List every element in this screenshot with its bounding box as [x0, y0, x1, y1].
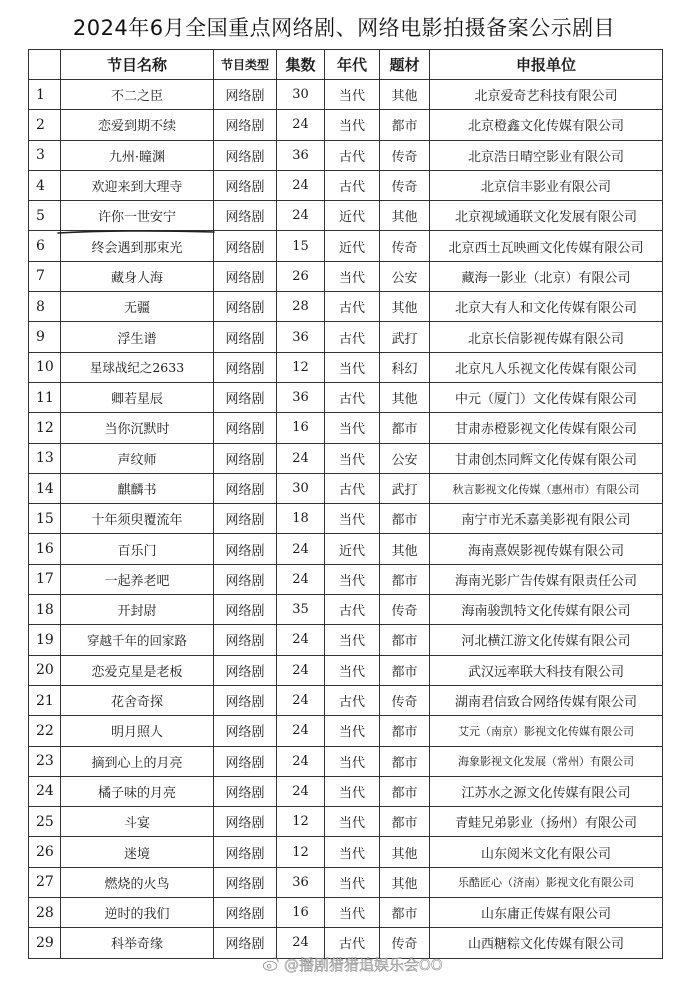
row-number-cell: 10: [29, 352, 61, 382]
applicant-unit-cell: 海象影视文化发展（常州）有限公司: [430, 746, 663, 776]
table-body: [29, 80, 663, 959]
theme-cell: 都市: [380, 110, 430, 140]
applicant-unit-cell: 南宁市光禾嘉美影视有限公司: [430, 504, 663, 534]
episode-count-cell: 24: [277, 110, 325, 140]
episode-count-cell: 36: [277, 382, 325, 412]
program-type-cell: 网络剧: [214, 322, 277, 352]
table-row: [29, 443, 663, 473]
program-type-cell: 网络剧: [214, 473, 277, 503]
header-type: 节目类型: [214, 50, 277, 80]
theme-cell: 其他: [380, 837, 430, 867]
row-number-cell: 12: [29, 413, 61, 443]
episode-count-cell: 36: [277, 140, 325, 170]
table-row: [29, 413, 663, 443]
theme-cell: 都市: [380, 504, 430, 534]
row-number-cell: 13: [29, 443, 61, 473]
header-name: 节目名称: [61, 50, 214, 80]
applicant-unit-cell: 北京橙鑫文化传媒有限公司: [430, 110, 663, 140]
program-type-cell: 网络剧: [214, 776, 277, 806]
episode-count-cell: 26: [277, 261, 325, 291]
era-cell: 当代: [325, 837, 380, 867]
program-name-cell: 卿若星辰: [61, 382, 214, 412]
era-cell: 近代: [325, 201, 380, 231]
row-number-cell: 24: [29, 776, 61, 806]
theme-cell: 传奇: [380, 140, 430, 170]
row-number-cell: 22: [29, 716, 61, 746]
era-cell: 古代: [325, 170, 380, 200]
program-name-cell: 浮生谱: [61, 322, 214, 352]
table-row: [29, 685, 663, 715]
era-cell: 近代: [325, 534, 380, 564]
program-type-cell: 网络剧: [214, 504, 277, 534]
row-number-cell: 28: [29, 898, 61, 928]
episode-count-cell: 24: [277, 201, 325, 231]
row-number-cell: 29: [29, 928, 61, 958]
row-number-cell: 3: [29, 140, 61, 170]
era-cell: 当代: [325, 443, 380, 473]
program-type-cell: 网络剧: [214, 595, 277, 625]
applicant-unit-cell: 武汉远率联大科技有限公司: [430, 655, 663, 685]
era-cell: 古代: [325, 382, 380, 412]
program-name-cell: 橘子味的月亮: [61, 776, 214, 806]
row-number-cell: 27: [29, 867, 61, 897]
program-name-cell: 麒麟书: [61, 473, 214, 503]
weibo-icon: [262, 955, 280, 973]
applicant-unit-cell: 海南光影广告传媒有限责任公司: [430, 564, 663, 594]
program-name-cell: 明月照人: [61, 716, 214, 746]
applicant-unit-cell: 海南熹娱影视传媒有限公司: [430, 534, 663, 564]
theme-cell: 其他: [380, 534, 430, 564]
table-header-row: [29, 50, 663, 80]
applicant-unit-cell: 甘肃创杰同辉文化传媒有限公司: [430, 443, 663, 473]
table-row: [29, 776, 663, 806]
episode-count-cell: 24: [277, 443, 325, 473]
program-type-cell: 网络剧: [214, 837, 277, 867]
applicant-unit-cell: 艾元（南京）影视文化传媒有限公司: [430, 716, 663, 746]
table-row: [29, 231, 663, 261]
table-row: [29, 504, 663, 534]
episode-count-cell: 24: [277, 776, 325, 806]
row-number-cell: 25: [29, 807, 61, 837]
program-type-cell: 网络剧: [214, 928, 277, 958]
program-type-cell: 网络剧: [214, 867, 277, 897]
episode-count-cell: 36: [277, 867, 325, 897]
theme-cell: 传奇: [380, 595, 430, 625]
program-name-cell: 终会遇到那束光: [61, 231, 214, 261]
theme-cell: 其他: [380, 201, 430, 231]
program-name-cell: 藏身人海: [61, 261, 214, 291]
row-number-cell: 4: [29, 170, 61, 200]
row-number-cell: 15: [29, 504, 61, 534]
program-type-cell: 网络剧: [214, 655, 277, 685]
row-number-cell: 23: [29, 746, 61, 776]
program-name-cell: 无疆: [61, 292, 214, 322]
episode-count-cell: 24: [277, 534, 325, 564]
table-row: [29, 292, 663, 322]
program-type-cell: 网络剧: [214, 564, 277, 594]
table-row: [29, 655, 663, 685]
row-number-cell: 19: [29, 625, 61, 655]
theme-cell: 都市: [380, 746, 430, 776]
program-name-cell: 十年须臾覆流年: [61, 504, 214, 534]
program-name-cell: 燃烧的火鸟: [61, 867, 214, 897]
era-cell: 当代: [325, 261, 380, 291]
row-number-cell: 11: [29, 382, 61, 412]
applicant-unit-cell: 甘肃赤橙影视文化传媒有限公司: [430, 413, 663, 443]
table-row: [29, 716, 663, 746]
era-cell: 近代: [325, 231, 380, 261]
applicant-unit-cell: 北京西土瓦映画文化传媒有限公司: [430, 231, 663, 261]
applicant-unit-cell: 乐酷匠心（济南）影视文化有限公司: [430, 867, 663, 897]
table-row: [29, 564, 663, 594]
era-cell: 古代: [325, 292, 380, 322]
theme-cell: 传奇: [380, 685, 430, 715]
row-number-cell: 20: [29, 655, 61, 685]
table-row: [29, 140, 663, 170]
theme-cell: 其他: [380, 382, 430, 412]
episode-count-cell: 28: [277, 292, 325, 322]
program-type-cell: 网络剧: [214, 716, 277, 746]
program-type-cell: 网络剧: [214, 261, 277, 291]
applicant-unit-cell: 山东庸正传媒有限公司: [430, 898, 663, 928]
program-type-cell: 网络剧: [214, 292, 277, 322]
program-type-cell: 网络剧: [214, 685, 277, 715]
row-number-cell: 14: [29, 473, 61, 503]
program-name-cell: 一起养老吧: [61, 564, 214, 594]
table-row: [29, 170, 663, 200]
theme-cell: 科幻: [380, 352, 430, 382]
applicant-unit-cell: 河北横江游文化传媒有限公司: [430, 625, 663, 655]
theme-cell: 武打: [380, 473, 430, 503]
header-no: [29, 50, 61, 80]
table-row: [29, 534, 663, 564]
table-row: [29, 746, 663, 776]
era-cell: 当代: [325, 625, 380, 655]
era-cell: 古代: [325, 140, 380, 170]
applicant-unit-cell: 北京视域通联文化发展有限公司: [430, 201, 663, 231]
document-title: 2024年6月全国重点网络剧、网络电影拍摄备案公示剧目: [72, 16, 616, 40]
theme-cell: 其他: [380, 292, 430, 322]
applicant-unit-cell: 湖南君信致合网络传媒有限公司: [430, 685, 663, 715]
program-name-cell: 星球战纪之2633: [61, 352, 214, 382]
program-type-cell: 网络剧: [214, 898, 277, 928]
era-cell: 当代: [325, 867, 380, 897]
table-row: [29, 867, 663, 897]
theme-cell: 都市: [380, 898, 430, 928]
row-number-cell: 18: [29, 595, 61, 625]
program-name-cell: 百乐门: [61, 534, 214, 564]
header-era: 年代: [325, 50, 380, 80]
table-row: [29, 898, 663, 928]
episode-count-cell: 24: [277, 685, 325, 715]
table-row: [29, 352, 663, 382]
program-type-cell: 网络剧: [214, 140, 277, 170]
era-cell: 当代: [325, 413, 380, 443]
filing-table: [28, 49, 663, 959]
era-cell: 当代: [325, 655, 380, 685]
applicant-unit-cell: 北京凡人乐视文化传媒有限公司: [430, 352, 663, 382]
applicant-unit-cell: 山东阅米文化有限公司: [430, 837, 663, 867]
table-row: [29, 110, 663, 140]
program-name-cell: 科举奇缘: [61, 928, 214, 958]
row-number-cell: 1: [29, 80, 61, 110]
table-row: [29, 80, 663, 110]
episode-count-cell: 24: [277, 928, 325, 958]
applicant-unit-cell: 海南骏凯特文化传媒有限公司: [430, 595, 663, 625]
applicant-unit-cell: 北京浩日晴空影业有限公司: [430, 140, 663, 170]
program-type-cell: 网络剧: [214, 746, 277, 776]
program-name-cell: 欢迎来到大理寺: [61, 170, 214, 200]
program-name-cell: 不二之臣: [61, 80, 214, 110]
era-cell: 古代: [325, 595, 380, 625]
program-type-cell: 网络剧: [214, 80, 277, 110]
table-row: [29, 807, 663, 837]
theme-cell: 都市: [380, 776, 430, 806]
program-name-cell: 花舍奇探: [61, 685, 214, 715]
episode-count-cell: 24: [277, 170, 325, 200]
episode-count-cell: 24: [277, 716, 325, 746]
era-cell: 古代: [325, 928, 380, 958]
theme-cell: 公安: [380, 261, 430, 291]
row-number-cell: 5: [29, 201, 61, 231]
row-number-cell: 17: [29, 564, 61, 594]
episode-count-cell: 16: [277, 898, 325, 928]
episode-count-cell: 24: [277, 625, 325, 655]
era-cell: 古代: [325, 322, 380, 352]
episode-count-cell: 24: [277, 746, 325, 776]
header-unit: 申报单位: [430, 50, 663, 80]
table-row: [29, 382, 663, 412]
watermark-text: @播剧猎猎追娱乐会OO: [284, 955, 443, 974]
applicant-unit-cell: 青蛙兄弟影业（扬州）有限公司: [430, 807, 663, 837]
row-number-cell: 9: [29, 322, 61, 352]
theme-cell: 传奇: [380, 928, 430, 958]
episode-count-cell: 12: [277, 352, 325, 382]
header-episodes: 集数: [277, 50, 325, 80]
applicant-unit-cell: 秋言影视文化传媒（惠州市）有限公司: [430, 473, 663, 503]
episode-count-cell: 24: [277, 564, 325, 594]
program-type-cell: 网络剧: [214, 534, 277, 564]
program-type-cell: 网络剧: [214, 807, 277, 837]
table-row: [29, 201, 663, 231]
era-cell: 当代: [325, 716, 380, 746]
era-cell: 当代: [325, 746, 380, 776]
program-name-cell: 逆时的我们: [61, 898, 214, 928]
program-name-cell: 迷境: [61, 837, 214, 867]
table-row: [29, 837, 663, 867]
row-number-cell: 21: [29, 685, 61, 715]
program-name-cell: 摘到心上的月亮: [61, 746, 214, 776]
table-row: [29, 473, 663, 503]
applicant-unit-cell: 中元（厦门）文化传媒有限公司: [430, 382, 663, 412]
era-cell: 古代: [325, 685, 380, 715]
theme-cell: 武打: [380, 322, 430, 352]
program-type-cell: 网络剧: [214, 413, 277, 443]
applicant-unit-cell: 藏海一影业（北京）有限公司: [430, 261, 663, 291]
episode-count-cell: 30: [277, 80, 325, 110]
era-cell: 古代: [325, 473, 380, 503]
episode-count-cell: 15: [277, 231, 325, 261]
program-name-cell: 当你沉默时: [61, 413, 214, 443]
episode-count-cell: 18: [277, 504, 325, 534]
episode-count-cell: 24: [277, 655, 325, 685]
program-name-cell: 许你一世安宁: [61, 201, 214, 231]
program-name-cell: 九州·瞳渊: [61, 140, 214, 170]
episode-count-cell: 30: [277, 473, 325, 503]
table-row: [29, 595, 663, 625]
program-name-cell: 声纹师: [61, 443, 214, 473]
program-type-cell: 网络剧: [214, 625, 277, 655]
theme-cell: 传奇: [380, 170, 430, 200]
episode-count-cell: 36: [277, 322, 325, 352]
theme-cell: 都市: [380, 655, 430, 685]
program-type-cell: 网络剧: [214, 382, 277, 412]
era-cell: 当代: [325, 776, 380, 806]
row-number-cell: 6: [29, 231, 61, 261]
theme-cell: 其他: [380, 80, 430, 110]
applicant-unit-cell: 北京爱奇艺科技有限公司: [430, 80, 663, 110]
program-type-cell: 网络剧: [214, 231, 277, 261]
row-number-cell: 7: [29, 261, 61, 291]
theme-cell: 都市: [380, 625, 430, 655]
program-type-cell: 网络剧: [214, 201, 277, 231]
theme-cell: 其他: [380, 867, 430, 897]
theme-cell: 传奇: [380, 231, 430, 261]
theme-cell: 都市: [380, 564, 430, 594]
program-type-cell: 网络剧: [214, 352, 277, 382]
row-number-cell: 16: [29, 534, 61, 564]
program-name-cell: 恋爱到期不续: [61, 110, 214, 140]
theme-cell: 公安: [380, 443, 430, 473]
program-type-cell: 网络剧: [214, 443, 277, 473]
era-cell: 当代: [325, 80, 380, 110]
table-row: [29, 625, 663, 655]
theme-cell: 都市: [380, 716, 430, 746]
row-number-cell: 26: [29, 837, 61, 867]
era-cell: 当代: [325, 564, 380, 594]
row-number-cell: 2: [29, 110, 61, 140]
table-row: [29, 261, 663, 291]
episode-count-cell: 16: [277, 413, 325, 443]
applicant-unit-cell: 江苏水之源文化传媒有限公司: [430, 776, 663, 806]
applicant-unit-cell: 山西糖粽文化传媒有限公司: [430, 928, 663, 958]
header-theme: 题材: [380, 50, 430, 80]
applicant-unit-cell: 北京大有人和文化传媒有限公司: [430, 292, 663, 322]
episode-count-cell: 12: [277, 837, 325, 867]
era-cell: 当代: [325, 504, 380, 534]
episode-count-cell: 35: [277, 595, 325, 625]
row-number-cell: 8: [29, 292, 61, 322]
era-cell: 当代: [325, 110, 380, 140]
episode-count-cell: 12: [277, 807, 325, 837]
watermark: [262, 952, 443, 976]
theme-cell: 都市: [380, 807, 430, 837]
era-cell: 当代: [325, 352, 380, 382]
era-cell: 当代: [325, 807, 380, 837]
table-row: [29, 322, 663, 352]
applicant-unit-cell: 北京长信影视传媒有限公司: [430, 322, 663, 352]
program-name-cell: 穿越千年的回家路: [61, 625, 214, 655]
program-type-cell: 网络剧: [214, 110, 277, 140]
program-type-cell: 网络剧: [214, 170, 277, 200]
program-name-cell: 开封尉: [61, 595, 214, 625]
program-name-cell: 恋爱克星是老板: [61, 655, 214, 685]
program-name-cell: 斗宴: [61, 807, 214, 837]
applicant-unit-cell: 北京信丰影业有限公司: [430, 170, 663, 200]
era-cell: 当代: [325, 898, 380, 928]
theme-cell: 都市: [380, 413, 430, 443]
